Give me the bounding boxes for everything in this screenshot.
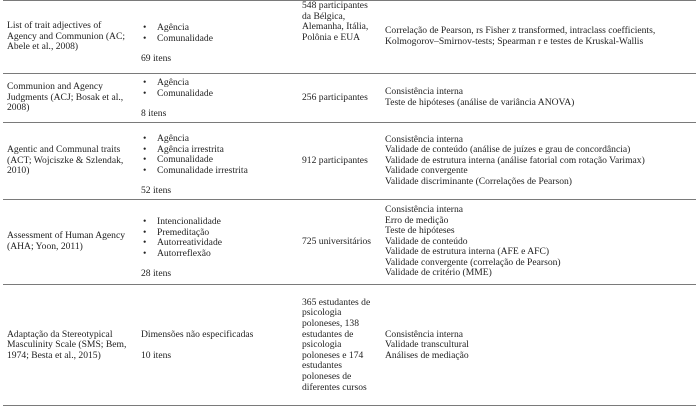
- dimension-item: • Intencionalidade: [157, 217, 296, 228]
- evidence-item: Teste de hipóteses: [385, 225, 455, 237]
- evidence-cell: [385, 123, 693, 199]
- sample-text: 548 participantes da Bélgica, Alemanha, Itália, Polônia e EUA: [302, 0, 369, 43]
- table-row: [3, 200, 696, 284]
- dimension-item: • Comunalidade: [157, 155, 296, 166]
- evidence-cell: [385, 74, 693, 122]
- sample-cell: [302, 200, 377, 284]
- dimension-list: [141, 23, 296, 44]
- dimension-list: [141, 78, 296, 99]
- dimension-item: • Agência: [157, 134, 296, 145]
- instrument-name: Adaptação da Stereotypical Masculinity Scale (SMS; Bem, 1974; Besta et al., 2015): [7, 328, 127, 361]
- instrument-name: List of trait adjectives of Agency and Communion (AC; Abele et al., 2008): [7, 20, 126, 53]
- items-count: 28 itens: [141, 268, 172, 280]
- evidence-item: Teste de hipóteses (análise de variância ANOVA): [385, 97, 575, 108]
- sample-text: 912 participantes: [302, 154, 368, 166]
- instrument-cell: [7, 285, 131, 406]
- dimension-item: • Comunalidade irrestrita: [157, 166, 296, 177]
- instrument-cell: [7, 1, 131, 73]
- dimension-item: • Autorreatividade: [157, 238, 296, 249]
- evidence-item: Análises de mediação: [385, 349, 469, 361]
- evidence-item: Validade discriminante (Correlações de Pearson): [385, 175, 573, 187]
- row-divider: [3, 405, 696, 406]
- instrument-cell: [7, 74, 131, 122]
- instrument-name: Communion and Agency Judgments (ACJ; Bosak et al., 2008): [7, 81, 124, 114]
- sample-text: 365 estudantes de psicologia poloneses, 138 estudantes de psicologia poloneses e 174 estudantes poloneses de diferentes cursos: [302, 296, 371, 393]
- evidence-item: Consistência interna: [385, 328, 464, 340]
- sample-cell: [302, 123, 377, 199]
- dimension-item: • Comunalidade: [157, 89, 296, 100]
- evidence-item: Validade de conteúdo: [385, 235, 468, 247]
- dimension-item: • Autorreflexão: [157, 249, 296, 260]
- dimension-item: • Agência: [157, 78, 296, 89]
- evidence-item: Erro de medição: [385, 214, 449, 226]
- items-count: 52 itens: [141, 185, 172, 197]
- items-count: 69 itens: [141, 53, 172, 65]
- evidence-item: Validade transcultural: [385, 339, 469, 351]
- evidence-item: Correlação de Pearson, rs Fisher z transformed, intraclass coefficients, Kolmogorov–Smirnov-tests; Spearman r e testes de Kruskal-Wallis: [385, 25, 656, 47]
- dimensions-cell: [141, 74, 296, 122]
- dimension-list: [141, 134, 296, 176]
- dimension-list: [141, 217, 296, 259]
- sample-cell: [302, 74, 377, 122]
- evidence-item: Validade de estrutura interna (análise fatorial com rotação Varimax): [385, 154, 645, 166]
- instrument-cell: [7, 200, 131, 284]
- dimension-item: • Agência: [157, 23, 296, 34]
- evidence-item: Consistência interna: [385, 203, 464, 215]
- instrument-name: Assessment of Human Agency (AHA; Yoon, 2011): [7, 230, 126, 252]
- evidence-cell: [385, 285, 693, 406]
- dimensions-cell: [141, 123, 296, 199]
- evidence-cell: [385, 1, 693, 73]
- dimensions-cell: [141, 1, 296, 73]
- table-row: [3, 1, 696, 73]
- items-count: 8 itens: [141, 108, 167, 120]
- evidence-item: Validade de critério (MME): [385, 267, 492, 279]
- dimensions-cell: [141, 200, 296, 284]
- evidence-cell: [385, 200, 693, 284]
- dimension-item: • Agência irrestrita: [157, 145, 296, 156]
- dimension-item: • Comunalidade: [157, 34, 296, 45]
- table-row: [3, 285, 696, 406]
- instrument-cell: [7, 123, 131, 199]
- table-row: [3, 123, 696, 199]
- evidence-item: Consistência interna: [385, 86, 464, 98]
- evidence-item: Consistência interna: [385, 133, 464, 145]
- sample-cell: [302, 285, 377, 406]
- sample-cell: [302, 1, 377, 73]
- evidence-item: Validade de estrutura interna (AFE e AFC): [385, 246, 550, 258]
- sample-text: 256 participantes: [302, 91, 368, 103]
- table-row: [3, 74, 696, 122]
- items-count: 10 itens: [141, 349, 172, 361]
- evidence-item: Validade convergente (correlação de Pearson): [385, 256, 561, 268]
- evidence-item: Validade convergente: [385, 165, 468, 177]
- sample-text: 725 universitários: [302, 235, 372, 247]
- dimensions-cell: [141, 285, 296, 406]
- instrument-name: Agentic and Communal traits (ACT; Wojciszke & Szlendak, 2010): [7, 144, 124, 177]
- dimension-item: • Premeditação: [157, 228, 296, 239]
- instruments-table: [3, 0, 696, 406]
- dimensions-text: Dimensões não especificadas: [141, 328, 254, 340]
- evidence-item: Validade de conteúdo (análise de juízes e grau de concordância): [385, 144, 631, 156]
